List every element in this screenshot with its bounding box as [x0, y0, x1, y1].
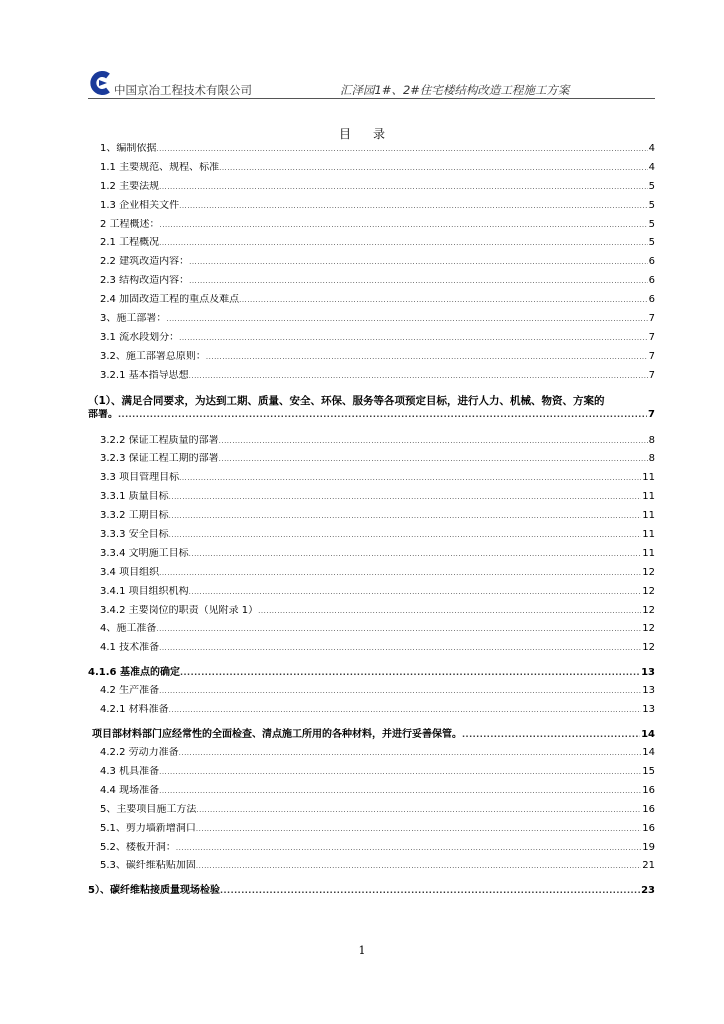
toc-entry[interactable]: 4.1 技术准备 ..... 12 — [88, 642, 655, 661]
company-logo-icon — [88, 70, 114, 96]
toc-entry[interactable]: 5、主要项目施工方法 ..... 16 — [88, 804, 655, 823]
toc-entry[interactable]: 1.3 企业相关文件 ..... 5 — [88, 200, 655, 219]
toc-entry[interactable]: 4.3 机具准备 ..... 15 — [88, 766, 655, 785]
toc-entry-multiline-end[interactable]: 部署。 ..... 7 — [88, 409, 655, 429]
toc-entry[interactable]: 3.3.3 安全目标 ..... 11 — [88, 529, 655, 548]
toc-entry[interactable]: 3、施工部署： ..... 7 — [88, 313, 655, 332]
toc-entry[interactable]: 3.3.4 文明施工目标 ..... 11 — [88, 548, 655, 567]
header-rule — [88, 98, 655, 99]
toc-entry[interactable]: 5.3、碳纤维粘贴加固 ..... 21 — [88, 860, 655, 879]
toc-entry[interactable]: 4.2.1 材料准备 ..... 13 — [88, 704, 655, 723]
toc-entry[interactable]: 3.4.1 项目组织机构 ..... 12 — [88, 586, 655, 605]
toc-entry[interactable]: 3.2.1 基本指导思想 ..... 7 — [88, 370, 655, 389]
toc-entry-bold[interactable]: 4.1.6 基准点的确定 ..... 13 — [88, 661, 655, 685]
toc-entry[interactable]: 4.2 生产准备 ..... 13 — [88, 685, 655, 704]
page-number: 1 — [358, 944, 366, 957]
toc-entry[interactable]: 5.1、剪力墙新增洞口 ..... 16 — [88, 823, 655, 842]
toc-entry[interactable]: 3.1 流水段划分： ..... 7 — [88, 332, 655, 351]
toc-entry[interactable]: 2.4 加固改造工程的重点及难点 ..... 6 — [88, 294, 655, 313]
toc-entry[interactable]: 1.2 主要法规 ..... 5 — [88, 181, 655, 200]
toc-title — [0, 125, 724, 142]
toc-entry[interactable]: 3.2、施工部署总原则： ..... 7 — [88, 351, 655, 370]
toc-entry[interactable]: 3.2.3 保证工程工期的部署 ..... 8 — [88, 453, 655, 472]
toc-entry[interactable]: 2.3 结构改造内容： ..... 6 — [88, 275, 655, 294]
toc-entry[interactable]: 3.4.2 主要岗位的职责（见附录 1） ..... 12 — [88, 605, 655, 624]
toc-entry[interactable]: 3.3.1 质量目标 ..... 11 — [88, 491, 655, 510]
toc-entry-bold[interactable]: 项目部材料部门应经常性的全面检查、清点施工所用的各种材料，并进行妥善保管。 ..... 14 — [88, 723, 655, 747]
toc-entry-multiline[interactable]: （1）、满足合同要求，为达到工期、质量、安全、环保、服务等各项预定目标，进行人力、机械、物资、方案的 — [88, 394, 605, 407]
toc-entry[interactable]: 3.2.2 保证工程质量的部署 ..... 8 — [88, 435, 655, 454]
toc-entry[interactable]: 3.3 项目管理目标 ..... 11 — [88, 472, 655, 491]
table-of-contents — [88, 143, 655, 903]
toc-entry[interactable]: 2.2 建筑改造内容： ..... 6 — [88, 256, 655, 275]
toc-entry[interactable]: 1.1 主要规范、规程、标准 ..... 4 — [88, 162, 655, 181]
toc-title-right: 录 — [373, 127, 386, 141]
toc-entry[interactable]: 4.2.2 劳动力准备 ..... 14 — [88, 747, 655, 766]
toc-entry[interactable]: 5.2、楼板开洞： ..... 19 — [88, 842, 655, 861]
toc-entry[interactable]: 2.1 工程概况 ..... 5 — [88, 237, 655, 256]
page-header — [88, 70, 655, 100]
toc-title-left: 目 — [338, 127, 351, 141]
project-title: 汇泽园1#、2#住宅楼结构改造工程施工方案 — [340, 83, 570, 97]
toc-entry[interactable]: 2 工程概述： ..... 5 — [88, 219, 655, 238]
toc-entry[interactable]: 3.4 项目组织 ..... 12 — [88, 567, 655, 586]
toc-entry[interactable]: 4、施工准备 ..... 12 — [88, 623, 655, 642]
toc-entry[interactable]: 4.4 现场准备 ..... 16 — [88, 785, 655, 804]
toc-entry[interactable]: 3.3.2 工期目标 ..... 11 — [88, 510, 655, 529]
toc-entry[interactable]: 1、编制依据 ..... 4 — [88, 143, 655, 162]
company-name: 中国京冶工程技术有限公司 — [114, 83, 252, 97]
toc-entry-bold[interactable]: 5）、碳纤维粘接质量现场检验 ..... 23 — [88, 879, 655, 903]
